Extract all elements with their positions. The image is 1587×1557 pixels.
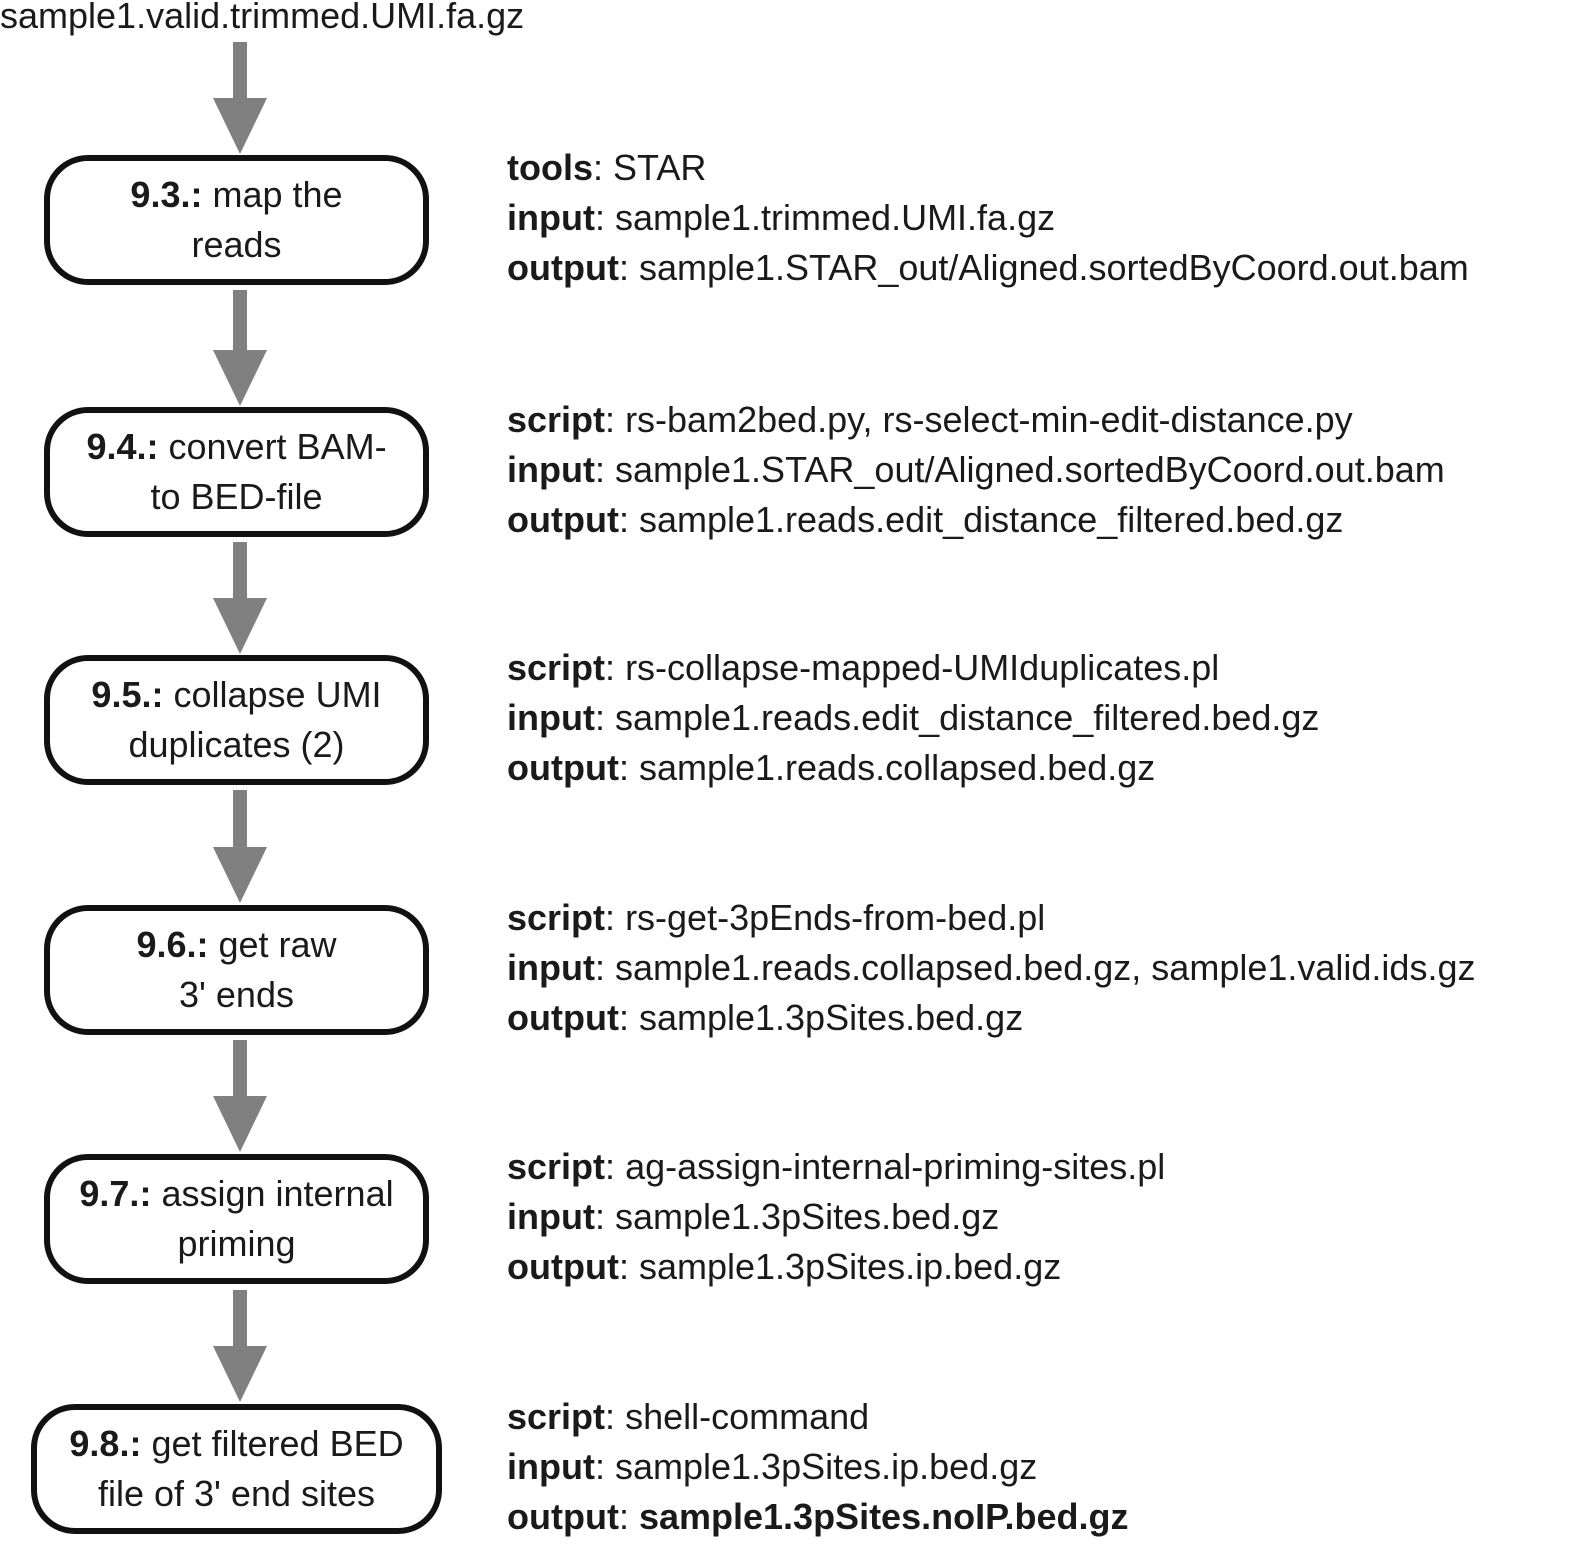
detail-line-output: output: sample1.reads.edit_distance_filtered.bed.gz bbox=[507, 499, 1344, 540]
step-box-9-8 bbox=[31, 1404, 442, 1534]
detail-key: output bbox=[507, 1496, 619, 1537]
detail-line-output: output: sample1.STAR_out/Aligned.sortedByCoord.out.bam bbox=[507, 247, 1469, 288]
step-label bbox=[37, 1419, 436, 1519]
step-box-9-3 bbox=[44, 155, 429, 285]
detail-line-script: script: rs-collapse-mapped-UMIduplicates.pl bbox=[507, 647, 1220, 688]
detail-line-input: input: sample1.reads.edit_distance_filtered.bed.gz bbox=[507, 697, 1320, 738]
detail-key: input bbox=[507, 697, 595, 738]
step-title-line2: priming bbox=[177, 1223, 296, 1264]
detail-line-script: script: rs-bam2bed.py, rs-select-min-edit-distance.py bbox=[507, 399, 1353, 440]
detail-value: sample1.STAR_out/Aligned.sortedByCoord.out.bam bbox=[638, 247, 1469, 288]
arrow-head-icon bbox=[213, 1346, 267, 1402]
detail-line-input: input: sample1.reads.collapsed.bed.gz, sample1.valid.ids.gz bbox=[507, 947, 1476, 988]
step-label bbox=[50, 670, 423, 770]
step-title-line1: collapse UMI bbox=[173, 674, 382, 715]
detail-key: output bbox=[507, 247, 619, 288]
step-number: 9.4.: bbox=[86, 426, 159, 467]
step-box-9-6 bbox=[44, 905, 429, 1035]
flow-arrow bbox=[213, 42, 267, 154]
detail-value: sample1.3pSites.bed.gz bbox=[638, 997, 1024, 1038]
detail-value: sample1.trimmed.UMI.fa.gz bbox=[614, 197, 1056, 238]
detail-line-tools: tools: STAR bbox=[507, 147, 707, 188]
arrow-head-icon bbox=[213, 847, 267, 903]
detail-value: sample1.STAR_out/Aligned.sortedByCoord.out.bam bbox=[614, 449, 1445, 490]
detail-value: shell-command bbox=[625, 1396, 870, 1437]
detail-key: input bbox=[507, 197, 595, 238]
detail-value: sample1.3pSites.ip.bed.gz bbox=[614, 1446, 1038, 1487]
detail-key: output bbox=[507, 1246, 619, 1287]
detail-key: script bbox=[507, 399, 606, 440]
detail-line-script: script: rs-get-3pEnds-from-bed.pl bbox=[507, 897, 1046, 938]
detail-key: input bbox=[507, 449, 595, 490]
detail-value: sample1.reads.edit_distance_filtered.bed.gz bbox=[614, 697, 1320, 738]
step-title-line2: to BED-file bbox=[150, 476, 323, 517]
step-title-line1: get raw bbox=[218, 924, 337, 965]
step-details-9-7 bbox=[507, 1142, 1165, 1292]
arrow-head-icon bbox=[213, 1096, 267, 1152]
detail-value: rs-collapse-mapped-UMIduplicates.pl bbox=[625, 647, 1220, 688]
step-title-line1: map the bbox=[212, 174, 343, 215]
detail-line-input: input: sample1.STAR_out/Aligned.sortedByCoord.out.bam bbox=[507, 449, 1445, 490]
detail-line-output: output: sample1.3pSites.bed.gz bbox=[507, 997, 1024, 1038]
detail-key: input bbox=[507, 947, 595, 988]
flow-arrow bbox=[213, 542, 267, 654]
step-title-line2: duplicates (2) bbox=[128, 724, 345, 765]
detail-key: script bbox=[507, 897, 606, 938]
detail-value: sample1.3pSites.bed.gz bbox=[614, 1196, 1000, 1237]
step-title-line2: file of 3' end sites bbox=[97, 1473, 376, 1514]
step-details-9-8 bbox=[507, 1392, 1128, 1542]
detail-key: input bbox=[507, 1196, 595, 1237]
detail-key: script bbox=[507, 1396, 606, 1437]
detail-value: rs-get-3pEnds-from-bed.pl bbox=[625, 897, 1046, 938]
step-details-9-5 bbox=[507, 643, 1319, 793]
arrow-head-icon bbox=[213, 98, 267, 154]
step-title-line1: convert BAM- bbox=[168, 426, 387, 467]
detail-key: script bbox=[507, 647, 606, 688]
detail-value: ag-assign-internal-priming-sites.pl bbox=[625, 1146, 1166, 1187]
step-details-9-3 bbox=[507, 143, 1469, 293]
flow-arrow bbox=[213, 790, 267, 903]
detail-key: tools bbox=[507, 147, 593, 188]
step-box-9-7 bbox=[44, 1154, 429, 1284]
detail-line-output: output: sample1.3pSites.noIP.bed.gz bbox=[507, 1496, 1129, 1537]
input-file-label: sample1.valid.trimmed.UMI.fa.gz bbox=[0, 0, 525, 36]
detail-key: script bbox=[507, 1146, 606, 1187]
step-label bbox=[50, 1169, 423, 1269]
step-box-9-5 bbox=[44, 655, 429, 785]
step-number: 9.8.: bbox=[69, 1423, 142, 1464]
flow-arrow bbox=[213, 1040, 267, 1152]
detail-line-output: output: sample1.reads.collapsed.bed.gz bbox=[507, 747, 1156, 788]
detail-value: sample1.reads.collapsed.bed.gz bbox=[638, 747, 1156, 788]
detail-line-script: script: ag-assign-internal-priming-sites.pl bbox=[507, 1146, 1166, 1187]
step-number: 9.7.: bbox=[79, 1173, 152, 1214]
step-number: 9.6.: bbox=[136, 924, 209, 965]
detail-key: input bbox=[507, 1446, 595, 1487]
detail-line-input: input: sample1.3pSites.ip.bed.gz bbox=[507, 1446, 1038, 1487]
detail-key: output bbox=[507, 997, 619, 1038]
detail-value: STAR bbox=[613, 147, 707, 188]
arrow-head-icon bbox=[213, 350, 267, 406]
detail-value: sample1.3pSites.ip.bed.gz bbox=[638, 1246, 1062, 1287]
step-title-line1: get filtered BED bbox=[151, 1423, 404, 1464]
step-box-9-4 bbox=[44, 407, 429, 537]
step-label bbox=[50, 170, 423, 270]
flow-arrow bbox=[213, 290, 267, 406]
step-title-line2: 3' ends bbox=[179, 974, 294, 1015]
detail-key: output bbox=[507, 499, 619, 540]
detail-value: sample1.reads.collapsed.bed.gz, sample1.valid.ids.gz bbox=[614, 947, 1476, 988]
step-details-9-6 bbox=[507, 893, 1475, 1043]
final-output-file: sample1.3pSites.noIP.bed.gz bbox=[638, 1496, 1129, 1537]
detail-line-input: input: sample1.trimmed.UMI.fa.gz bbox=[507, 197, 1056, 238]
step-details-9-4 bbox=[507, 395, 1445, 545]
arrow-head-icon bbox=[213, 598, 267, 654]
detail-line-input: input: sample1.3pSites.bed.gz bbox=[507, 1196, 1000, 1237]
step-title-line2: reads bbox=[191, 224, 282, 265]
step-number: 9.3.: bbox=[130, 174, 203, 215]
step-title-line1: assign internal bbox=[161, 1173, 394, 1214]
detail-value: sample1.reads.edit_distance_filtered.bed.gz bbox=[638, 499, 1344, 540]
detail-line-script: script: shell-command bbox=[507, 1396, 870, 1437]
step-label bbox=[50, 422, 423, 522]
detail-line-output: output: sample1.3pSites.ip.bed.gz bbox=[507, 1246, 1062, 1287]
step-label bbox=[50, 920, 423, 1020]
detail-key: output bbox=[507, 747, 619, 788]
flow-arrow bbox=[213, 1290, 267, 1402]
detail-value: rs-bam2bed.py, rs-select-min-edit-distance.py bbox=[625, 399, 1353, 440]
step-number: 9.5.: bbox=[91, 674, 164, 715]
